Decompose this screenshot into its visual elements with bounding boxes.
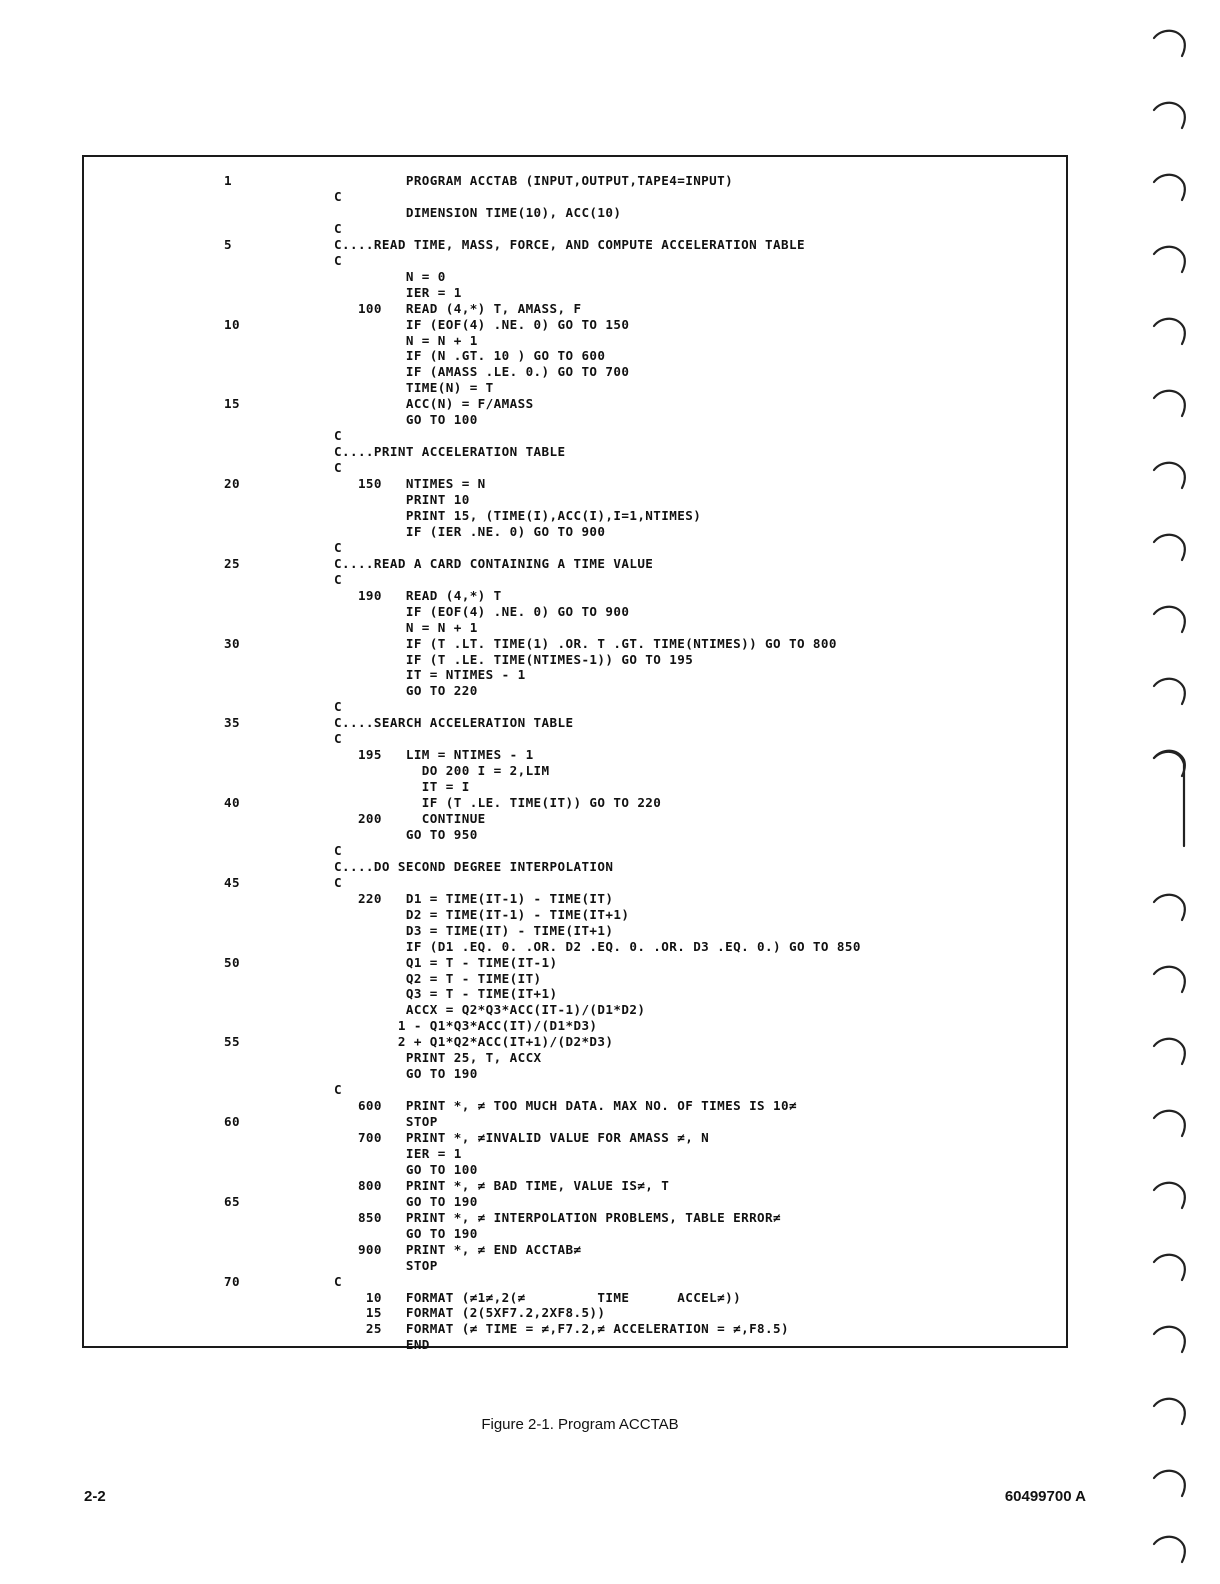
binder-hole-icon	[1150, 598, 1190, 638]
code-text: C	[334, 252, 342, 268]
code-text: D2 = TIME(IT-1) - TIME(IT+1)	[334, 906, 630, 922]
code-text: 15 FORMAT (2(5XF7.2,2XF8.5))	[334, 1305, 606, 1321]
code-text: 10 FORMAT (≠1≠,2(≠ TIME ACCEL≠))	[334, 1289, 742, 1305]
code-text: C....READ A CARD CONTAINING A TIME VALUE	[334, 555, 654, 571]
code-text: C....PRINT ACCELERATION TABLE	[334, 444, 566, 460]
code-text: IF (AMASS .LE. 0.) GO TO 700	[334, 364, 630, 380]
document-number: 60499700 A	[1004, 1488, 1086, 1505]
code-text: 2 + Q1*Q2*ACC(IT+1)/(D2*D3)	[334, 1034, 614, 1050]
code-text: C	[334, 188, 342, 204]
binder-hole-icon	[1150, 94, 1190, 134]
code-text: 100 READ (4,*) T, AMASS, F	[334, 300, 582, 316]
code-text: IER = 1	[334, 284, 462, 300]
program-listing	[82, 155, 1068, 1353]
code-text: 25 FORMAT (≠ TIME = ≠,F7.2,≠ ACCELERATION = ≠,F8.5)	[334, 1321, 789, 1337]
line-number: 5	[224, 236, 232, 252]
code-text: 190 READ (4,*) T	[334, 587, 502, 603]
code-text: IF (EOF(4) .NE. 0) GO TO 150	[334, 316, 630, 332]
code-text: END	[334, 1337, 430, 1353]
code-text: 195 LIM = NTIMES - 1	[334, 747, 534, 763]
code-text: GO TO 950	[334, 826, 478, 842]
line-number: 30	[224, 635, 240, 651]
code-text: D3 = TIME(IT) - TIME(IT+1)	[334, 922, 614, 938]
code-text: 1 - Q1*Q3*ACC(IT)/(D1*D3)	[334, 1018, 598, 1034]
code-text: TIME(N) = T	[334, 380, 494, 396]
binder-hole-icon	[1150, 1102, 1190, 1142]
line-number: 60	[224, 1114, 240, 1130]
code-text: C	[334, 1273, 342, 1289]
binder-hole-icon	[1150, 166, 1190, 206]
code-text: IF (T .LE. TIME(IT)) GO TO 220	[334, 795, 662, 811]
binder-hole-icon	[1150, 382, 1190, 422]
code-text: 900 PRINT *, ≠ END ACCTAB≠	[334, 1241, 582, 1257]
line-number: 70	[224, 1273, 240, 1289]
code-text: GO TO 100	[334, 1161, 478, 1177]
code-text: ACCX = Q2*Q3*ACC(IT-1)/(D1*D2)	[334, 1002, 646, 1018]
code-text: 150 NTIMES = N	[334, 476, 486, 492]
line-number: 50	[224, 954, 240, 970]
binder-hole-icon	[1150, 670, 1190, 710]
code-text: C	[334, 842, 342, 858]
code-text: 850 PRINT *, ≠ INTERPOLATION PROBLEMS, TABLE ERROR≠	[334, 1209, 781, 1225]
code-text: IER = 1	[334, 1145, 462, 1161]
binder-slot-icon	[1150, 746, 1190, 856]
code-text: IF (N .GT. 10 ) GO TO 600	[334, 348, 606, 364]
code-text: 200 CONTINUE	[334, 811, 486, 826]
code-text: PRINT 25, T, ACCX	[334, 1050, 542, 1066]
binder-holes	[1150, 0, 1200, 1584]
code-text: IF (EOF(4) .NE. 0) GO TO 900	[334, 603, 630, 619]
line-number: 45	[224, 874, 240, 890]
binder-hole-icon	[1150, 238, 1190, 278]
code-text: C....SEARCH ACCELERATION TABLE	[334, 715, 574, 731]
line-number: 20	[224, 476, 240, 492]
code-text: C	[334, 539, 342, 555]
code-text: Q3 = T - TIME(IT+1)	[334, 986, 558, 1002]
code-text: C....DO SECOND DEGREE INTERPOLATION	[334, 858, 614, 874]
code-text: IF (D1 .EQ. 0. .OR. D2 .EQ. 0. .OR. D3 .EQ. 0.) GO TO 850	[334, 938, 861, 954]
code-text: PROGRAM ACCTAB (INPUT,OUTPUT,TAPE4=INPUT)	[334, 173, 734, 188]
code-text: C	[334, 220, 342, 236]
code-text: Q1 = T - TIME(IT-1)	[334, 954, 558, 970]
binder-hole-icon	[1150, 1318, 1190, 1358]
code-text: 600 PRINT *, ≠ TOO MUCH DATA. MAX NO. OF TIMES IS 10≠	[334, 1098, 797, 1114]
binder-hole-icon	[1150, 1030, 1190, 1070]
code-text: IT = I	[334, 779, 470, 795]
binder-hole-icon	[1150, 310, 1190, 350]
code-text: IF (T .LT. TIME(1) .OR. T .GT. TIME(NTIMES)) GO TO 800	[334, 635, 837, 651]
code-text: IF (T .LE. TIME(NTIMES-1)) GO TO 195	[334, 651, 694, 667]
line-number: 10	[224, 316, 240, 332]
binder-hole-icon	[1150, 454, 1190, 494]
binder-hole-icon	[1150, 886, 1190, 926]
code-text: C	[334, 874, 342, 890]
code-text: C	[334, 460, 342, 476]
code-text: C....READ TIME, MASS, FORCE, AND COMPUTE ACCELERATION TABLE	[334, 236, 805, 252]
code-text: ACC(N) = F/AMASS	[334, 396, 534, 412]
code-text: N = N + 1	[334, 619, 478, 635]
code-text: C	[334, 571, 342, 587]
line-number: 15	[224, 396, 240, 412]
code-text: 700 PRINT *, ≠INVALID VALUE FOR AMASS ≠, N	[334, 1130, 710, 1145]
code-text: 220 D1 = TIME(IT-1) - TIME(IT)	[334, 890, 614, 906]
line-number: 1	[224, 173, 232, 188]
binder-hole-icon	[1150, 1528, 1190, 1568]
code-text: GO TO 100	[334, 412, 478, 428]
page-number: 2-2	[84, 1488, 106, 1505]
line-number: 65	[224, 1193, 240, 1209]
code-text: Q2 = T - TIME(IT)	[334, 970, 542, 986]
code-text: IF (IER .NE. 0) GO TO 900	[334, 523, 606, 539]
code-text: 800 PRINT *, ≠ BAD TIME, VALUE IS≠, T	[334, 1177, 670, 1193]
binder-hole-icon	[1150, 526, 1190, 566]
binder-hole-icon	[1150, 1390, 1190, 1430]
binder-hole-icon	[1150, 1174, 1190, 1214]
line-number: 35	[224, 715, 240, 731]
line-number: 25	[224, 555, 240, 571]
code-text: STOP	[334, 1257, 438, 1273]
line-number: 55	[224, 1034, 240, 1050]
binder-hole-icon	[1150, 958, 1190, 998]
binder-hole-icon	[1150, 1246, 1190, 1286]
code-text: C	[334, 731, 342, 747]
code-text: PRINT 10	[334, 492, 470, 507]
code-text: N = N + 1	[334, 332, 478, 348]
binder-hole-icon	[1150, 22, 1190, 62]
figure-caption: Figure 2-1. Program ACCTAB	[481, 1416, 679, 1433]
code-text: DIMENSION TIME(10), ACC(10)	[334, 204, 622, 220]
code-text: IT = NTIMES - 1	[334, 667, 526, 683]
code-text: GO TO 190	[334, 1066, 478, 1082]
code-text: N = 0	[334, 268, 446, 284]
code-text: GO TO 220	[334, 683, 478, 699]
code-text: C	[334, 699, 342, 715]
binder-hole-icon	[1150, 1462, 1190, 1502]
code-text: GO TO 190	[334, 1193, 478, 1209]
code-text: C	[334, 428, 342, 444]
code-text: PRINT 15, (TIME(I),ACC(I),I=1,NTIMES)	[334, 507, 702, 523]
code-text: GO TO 190	[334, 1225, 478, 1241]
line-number: 40	[224, 795, 240, 811]
code-text: DO 200 I = 2,LIM	[334, 763, 550, 779]
code-text: C	[334, 1082, 342, 1098]
code-text: STOP	[334, 1114, 438, 1130]
